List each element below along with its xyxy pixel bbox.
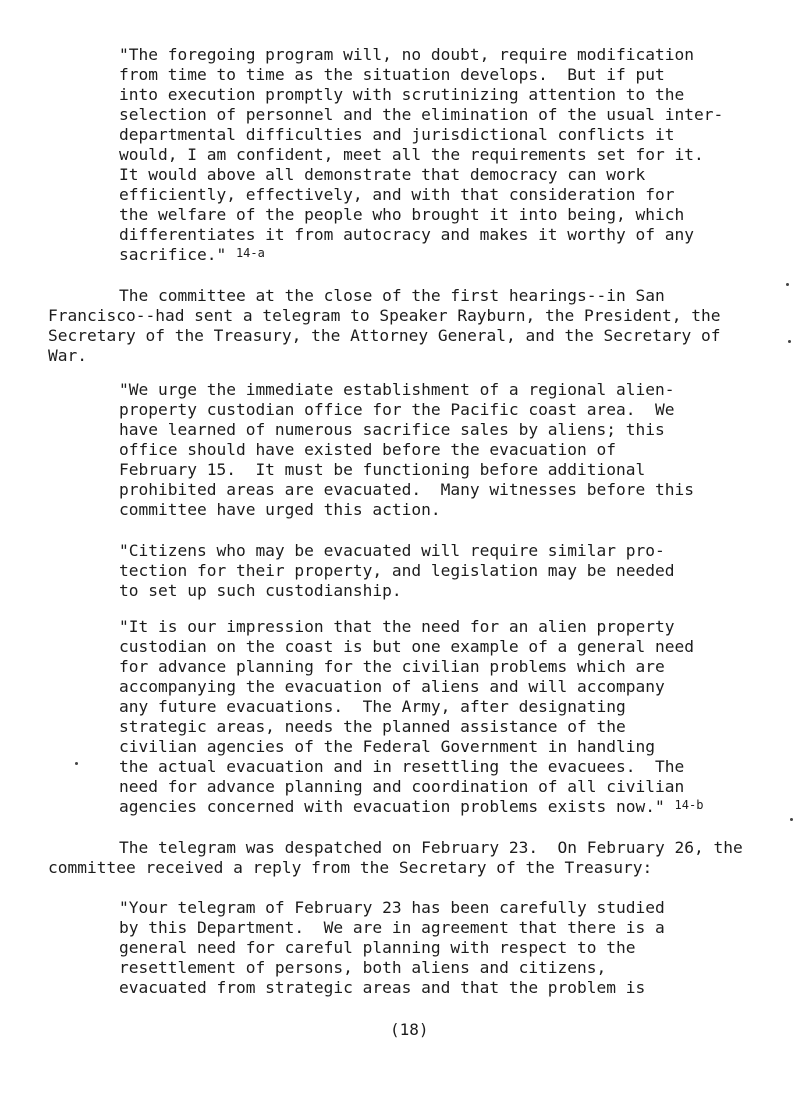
- text-line: general need for careful planning with respect to the: [119, 938, 636, 957]
- scan-speck: [786, 283, 789, 286]
- text-line: prohibited areas are evacuated. Many witnesses before this: [119, 480, 694, 499]
- text-line: from time to time as the situation develops. But if put: [119, 65, 665, 84]
- text-line: any future evacuations. The Army, after designating: [119, 697, 626, 716]
- text-line: efficiently, effectively, and with that consideration for: [119, 185, 675, 204]
- text-line: February 15. It must be functioning before additional: [119, 460, 646, 479]
- text-line: strategic areas, needs the planned assistance of the: [119, 717, 626, 736]
- text-line: the actual evacuation and in resettling the evacuees. The: [119, 757, 685, 776]
- text-line: property custodian office for the Pacific coast area. We: [119, 400, 675, 419]
- text-line: have learned of numerous sacrifice sales by aliens; this: [119, 420, 665, 439]
- footnote-ref-14a: 14-a: [235, 246, 265, 260]
- text-line: Francisco--had sent a telegram to Speaker Rayburn, the President, the: [48, 306, 721, 325]
- text-line: "It is our impression that the need for an alien property: [119, 617, 675, 636]
- text-line: "The foregoing program will, no doubt, require modification: [119, 45, 694, 64]
- scan-speck: [790, 818, 793, 821]
- text-line: committee have urged this action.: [119, 500, 441, 519]
- page-number: (18): [390, 1020, 429, 1039]
- text-line: [119, 797, 703, 818]
- text-line: "Citizens who may be evacuated will require similar pro-: [119, 541, 665, 560]
- text-line-content: sacrifice.": [119, 245, 236, 264]
- text-line: custodian on the coast is but one example of a general need: [119, 637, 694, 656]
- text-line: It would above all demonstrate that democracy can work: [119, 165, 646, 184]
- text-line-content: agencies concerned with evacuation problems exists now.": [119, 797, 675, 816]
- text-line: The telegram was despatched on February 23. On February 26, the: [119, 838, 743, 857]
- text-line: the welfare of the people who brought it into being, which: [119, 205, 685, 224]
- text-line: to set up such custodianship.: [119, 581, 402, 600]
- text-line: Secretary of the Treasury, the Attorney General, and the Secretary of: [48, 326, 721, 345]
- text-line: for advance planning for the civilian problems which are: [119, 657, 665, 676]
- text-line: selection of personnel and the elimination of the usual inter-: [119, 105, 724, 124]
- text-line: War.: [48, 346, 87, 365]
- footnote-ref-14b: 14-b: [674, 798, 704, 812]
- text-line: differentiates it from autocracy and makes it worthy of any: [119, 225, 694, 244]
- text-line: by this Department. We are in agreement that there is a: [119, 918, 665, 937]
- text-line: committee received a reply from the Secretary of the Treasury:: [48, 858, 653, 877]
- text-line: need for advance planning and coordination of all civilian: [119, 777, 685, 796]
- text-line: evacuated from strategic areas and that the problem is: [119, 978, 646, 997]
- text-line: would, I am confident, meet all the requirements set for it.: [119, 145, 704, 164]
- text-line: [119, 245, 265, 266]
- text-line: "We urge the immediate establishment of a regional alien-: [119, 380, 675, 399]
- scan-speck: [788, 340, 791, 343]
- text-line: resettlement of persons, both aliens and citizens,: [119, 958, 607, 977]
- text-line: office should have existed before the evacuation of: [119, 440, 617, 459]
- text-line: accompanying the evacuation of aliens and will accompany: [119, 677, 665, 696]
- scan-speck: [75, 762, 78, 765]
- text-line: "Your telegram of February 23 has been carefully studied: [119, 898, 665, 917]
- text-line: The committee at the close of the first hearings--in San: [119, 286, 665, 305]
- text-line: into execution promptly with scrutinizing attention to the: [119, 85, 685, 104]
- text-line: civilian agencies of the Federal Government in handling: [119, 737, 656, 756]
- text-line: departmental difficulties and jurisdictional conflicts it: [119, 125, 675, 144]
- text-line: tection for their property, and legislation may be needed: [119, 561, 675, 580]
